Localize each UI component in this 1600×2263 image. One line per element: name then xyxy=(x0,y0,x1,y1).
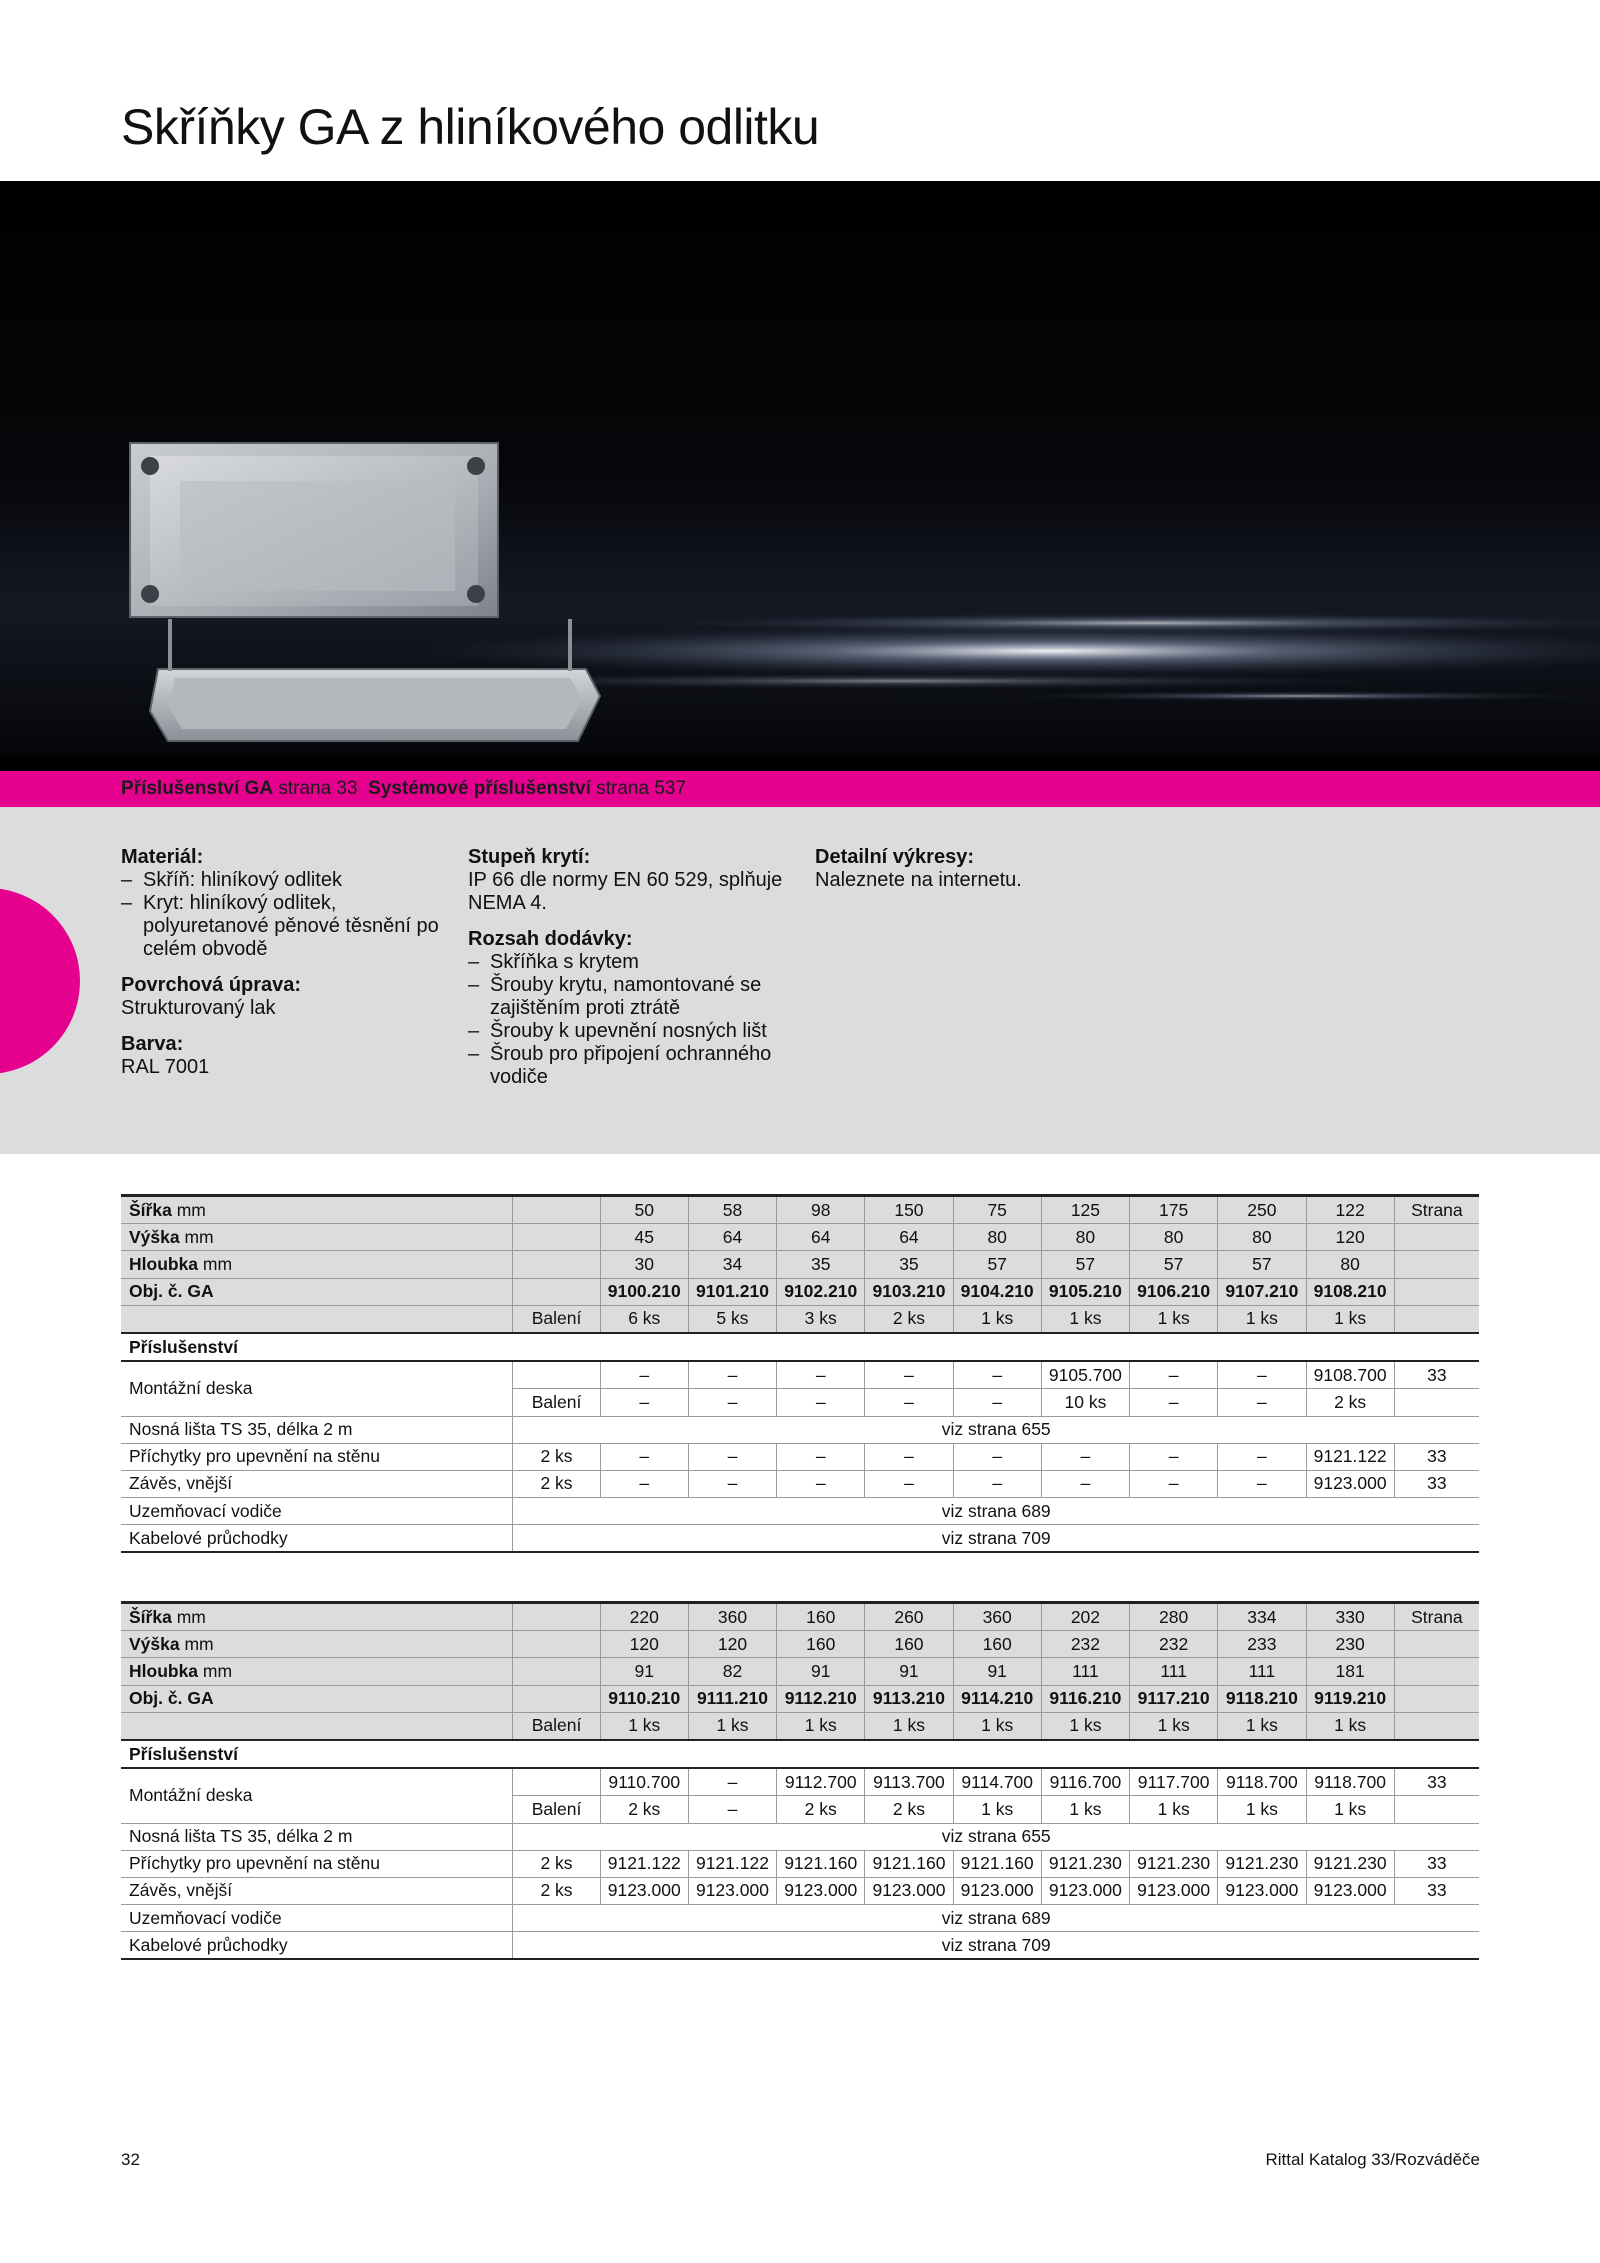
product-table-2 xyxy=(121,1601,1479,1960)
wall-bracket-label: Příchytky pro upevnění na stěnu xyxy=(121,1850,513,1877)
mount-plate-order: 9118.700 xyxy=(1306,1768,1394,1796)
accessory-ga-page: strana 33 xyxy=(278,778,358,799)
wall-bracket-order: – xyxy=(865,1443,953,1470)
material-heading: Materiál: xyxy=(121,846,204,868)
surface-heading: Povrchová úprava: xyxy=(121,974,302,996)
mount-plate-page: 33 xyxy=(1394,1768,1479,1796)
table-row xyxy=(121,1333,1479,1361)
product-table-1 xyxy=(121,1194,1479,1553)
order-number: 9112.210 xyxy=(777,1685,865,1712)
wall-bracket-qty: 2 ks xyxy=(513,1850,600,1877)
pack-value: 1 ks xyxy=(865,1712,953,1740)
hinge-order: 9123.000 xyxy=(1306,1470,1394,1497)
pack-value: 2 ks xyxy=(865,1305,953,1333)
mount-plate-pack: 10 ks xyxy=(1041,1389,1129,1416)
empty-cell xyxy=(513,1631,600,1658)
mount-plate-pack: – xyxy=(1130,1389,1218,1416)
mount-plate-order: – xyxy=(953,1361,1041,1389)
wall-bracket-order: 9121.230 xyxy=(1041,1850,1129,1877)
table-row xyxy=(121,1278,1479,1305)
scope-item: – Šrouby k upevnění nosných lišt xyxy=(468,1020,788,1043)
pack-value: 1 ks xyxy=(1306,1305,1394,1333)
empty-cell xyxy=(1394,1305,1479,1333)
wall-bracket-order: 9121.160 xyxy=(953,1850,1041,1877)
hinge-order: 9123.000 xyxy=(777,1877,865,1904)
accessories-heading: Příslušenství xyxy=(121,1333,1479,1361)
pack-label: Balení xyxy=(513,1305,600,1333)
order-number: 9119.210 xyxy=(1306,1685,1394,1712)
dimension-value: 111 xyxy=(1218,1658,1306,1685)
hinge-order: – xyxy=(1041,1470,1129,1497)
row-label xyxy=(121,1196,513,1224)
enclosure-illustration xyxy=(0,181,1600,771)
table-row xyxy=(121,1196,1479,1224)
order-number: 9117.210 xyxy=(1130,1685,1218,1712)
empty-cell xyxy=(513,1278,600,1305)
order-number: 9116.210 xyxy=(1041,1685,1129,1712)
dimension-value: 260 xyxy=(865,1603,953,1631)
mount-plate-order: – xyxy=(777,1361,865,1389)
accessories-heading: Příslušenství xyxy=(121,1740,1479,1768)
mount-plate-pack: – xyxy=(953,1389,1041,1416)
pack-value: 1 ks xyxy=(1218,1305,1306,1333)
earthing-reference: viz strana 689 xyxy=(513,1905,1479,1932)
order-number: 9102.210 xyxy=(777,1278,865,1305)
empty-cell xyxy=(513,1685,600,1712)
order-label: Obj. č. GA xyxy=(121,1685,513,1712)
wall-bracket-order: 9121.160 xyxy=(865,1850,953,1877)
dimension-value: 120 xyxy=(1306,1224,1394,1251)
wall-bracket-order: – xyxy=(1130,1443,1218,1470)
row-label-bold: Výška xyxy=(129,1226,180,1247)
dimension-value: 125 xyxy=(1041,1196,1129,1224)
mount-plate-pack: – xyxy=(865,1389,953,1416)
hinge-order: – xyxy=(777,1470,865,1497)
mount-plate-order: 9105.700 xyxy=(1041,1361,1129,1389)
mount-plate-order: – xyxy=(688,1361,776,1389)
empty-cell xyxy=(1394,1224,1479,1251)
empty-cell xyxy=(1394,1712,1479,1740)
row-label xyxy=(121,1658,513,1685)
wall-bracket-order: – xyxy=(600,1443,688,1470)
catalog-reference: Rittal Katalog 33/Rozváděče xyxy=(1265,2150,1480,2169)
dimension-value: 64 xyxy=(865,1224,953,1251)
mount-plate-order: – xyxy=(1130,1361,1218,1389)
earthing-label: Uzemňovací vodiče xyxy=(121,1498,513,1525)
pack-label: Balení xyxy=(513,1712,600,1740)
dimension-value: 160 xyxy=(777,1631,865,1658)
protection-value: IP 66 dle normy EN 60 529, splňuje NEMA 4. xyxy=(468,869,783,914)
dimension-value: 334 xyxy=(1218,1603,1306,1631)
dimension-value: 202 xyxy=(1041,1603,1129,1631)
drawings-column xyxy=(815,846,1135,892)
pack-value: 1 ks xyxy=(1041,1305,1129,1333)
dimension-value: 98 xyxy=(777,1196,865,1224)
hinge-order: – xyxy=(953,1470,1041,1497)
dimension-value: 250 xyxy=(1218,1196,1306,1224)
table-row xyxy=(121,1740,1479,1768)
order-number: 9103.210 xyxy=(865,1278,953,1305)
dimension-value: 58 xyxy=(688,1196,776,1224)
dimension-value: 80 xyxy=(1306,1251,1394,1278)
pack-value: 1 ks xyxy=(1130,1305,1218,1333)
unit-label: mm xyxy=(176,1199,206,1220)
mount-plate-order: – xyxy=(688,1768,776,1796)
dimension-value: 175 xyxy=(1130,1196,1218,1224)
table-row xyxy=(121,1685,1479,1712)
wall-bracket-page: 33 xyxy=(1394,1850,1479,1877)
mount-plate-order: 9118.700 xyxy=(1218,1768,1306,1796)
drawings-value: Naleznete na internetu. xyxy=(815,869,1022,891)
mount-plate-order: – xyxy=(865,1361,953,1389)
row-label xyxy=(121,1631,513,1658)
wall-bracket-order: 9121.230 xyxy=(1306,1850,1394,1877)
wall-bracket-label: Příchytky pro upevnění na stěnu xyxy=(121,1443,513,1470)
hinge-order: – xyxy=(1218,1470,1306,1497)
wall-bracket-order: – xyxy=(688,1443,776,1470)
page-number: 32 xyxy=(121,2150,140,2169)
mount-plate-pack: 2 ks xyxy=(865,1796,953,1823)
mount-plate-order: 9112.700 xyxy=(777,1768,865,1796)
dimension-value: 91 xyxy=(953,1658,1041,1685)
table-row xyxy=(121,1443,1479,1470)
mount-plate-pack: – xyxy=(1218,1389,1306,1416)
empty-cell xyxy=(513,1251,600,1278)
empty-cell xyxy=(1394,1658,1479,1685)
scope-heading: Rozsah dodávky: xyxy=(468,928,633,950)
dimension-value: 111 xyxy=(1130,1658,1218,1685)
pack-value: 5 ks xyxy=(688,1305,776,1333)
wall-bracket-order: – xyxy=(1041,1443,1129,1470)
order-number: 9113.210 xyxy=(865,1685,953,1712)
order-number: 9100.210 xyxy=(600,1278,688,1305)
protection-heading: Stupeň krytí: xyxy=(468,846,591,868)
wall-bracket-order: 9121.122 xyxy=(1306,1443,1394,1470)
pack-value: 1 ks xyxy=(1041,1712,1129,1740)
empty-cell xyxy=(513,1224,600,1251)
dimension-value: 91 xyxy=(865,1658,953,1685)
empty-cell xyxy=(513,1196,600,1224)
row-label xyxy=(121,1224,513,1251)
dimension-value: 160 xyxy=(953,1631,1041,1658)
order-number: 9114.210 xyxy=(953,1685,1041,1712)
dimension-value: 35 xyxy=(777,1251,865,1278)
table-row xyxy=(121,1305,1479,1333)
dimension-value: 160 xyxy=(777,1603,865,1631)
mount-plate-order: – xyxy=(600,1361,688,1389)
pack-value: 1 ks xyxy=(1218,1712,1306,1740)
wall-bracket-order: – xyxy=(953,1443,1041,1470)
order-number: 9107.210 xyxy=(1218,1278,1306,1305)
dimension-value: 230 xyxy=(1306,1631,1394,1658)
dimension-value: 160 xyxy=(865,1631,953,1658)
table-row xyxy=(121,1877,1479,1904)
mount-plate-page: 33 xyxy=(1394,1361,1479,1389)
hinge-order: 9123.000 xyxy=(1041,1877,1129,1904)
dimension-value: 120 xyxy=(688,1631,776,1658)
unit-label: mm xyxy=(184,1633,214,1654)
dimension-value: 75 xyxy=(953,1196,1041,1224)
page-column-header: Strana xyxy=(1394,1603,1479,1631)
table-row xyxy=(121,1525,1479,1553)
order-number: 9118.210 xyxy=(1218,1685,1306,1712)
dimension-value: 220 xyxy=(600,1603,688,1631)
empty-cell xyxy=(513,1768,600,1796)
mount-plate-order: 9113.700 xyxy=(865,1768,953,1796)
row-label-bold: Hloubka xyxy=(129,1660,199,1681)
hinge-order: – xyxy=(1130,1470,1218,1497)
empty-cell xyxy=(121,1305,513,1333)
hinge-qty: 2 ks xyxy=(513,1877,600,1904)
row-label-bold: Hloubka xyxy=(129,1253,199,1274)
empty-cell xyxy=(1394,1278,1479,1305)
pack-label: Balení xyxy=(513,1389,600,1416)
pack-value: 1 ks xyxy=(1306,1712,1394,1740)
dimension-value: 57 xyxy=(1041,1251,1129,1278)
unit-label: mm xyxy=(176,1606,206,1627)
dimension-value: 233 xyxy=(1218,1631,1306,1658)
empty-cell xyxy=(1394,1251,1479,1278)
dimension-value: 91 xyxy=(777,1658,865,1685)
mount-plate-pack: 2 ks xyxy=(1306,1389,1394,1416)
hinge-order: 9123.000 xyxy=(600,1877,688,1904)
order-number: 9110.210 xyxy=(600,1685,688,1712)
dimension-value: 45 xyxy=(600,1224,688,1251)
empty-cell xyxy=(513,1361,600,1389)
hinge-order: 9123.000 xyxy=(865,1877,953,1904)
dimension-value: 80 xyxy=(1130,1224,1218,1251)
table-row xyxy=(121,1768,1479,1796)
cable-glands-reference: viz strana 709 xyxy=(513,1932,1479,1960)
accessory-reference-bar xyxy=(0,771,1600,807)
table-row xyxy=(121,1416,1479,1443)
hinge-order: 9123.000 xyxy=(953,1877,1041,1904)
unit-label: mm xyxy=(184,1226,214,1247)
table-row xyxy=(121,1932,1479,1960)
earthing-reference: viz strana 689 xyxy=(513,1498,1479,1525)
mount-plate-order: 9117.700 xyxy=(1130,1768,1218,1796)
order-number: 9108.210 xyxy=(1306,1278,1394,1305)
pack-value: 1 ks xyxy=(600,1712,688,1740)
dimension-value: 150 xyxy=(865,1196,953,1224)
dimension-value: 120 xyxy=(600,1631,688,1658)
table-row xyxy=(121,1850,1479,1877)
dimension-value: 330 xyxy=(1306,1603,1394,1631)
mount-plate-pack: 1 ks xyxy=(1218,1796,1306,1823)
mount-plate-order: – xyxy=(1218,1361,1306,1389)
pack-value: 1 ks xyxy=(1130,1712,1218,1740)
color-heading: Barva: xyxy=(121,1033,184,1055)
page-title: Skříňky GA z hliníkového odlitku xyxy=(121,99,820,155)
pack-value: 1 ks xyxy=(953,1712,1041,1740)
dimension-value: 35 xyxy=(865,1251,953,1278)
surface-value: Strukturovaný lak xyxy=(121,997,276,1019)
empty-cell xyxy=(1394,1685,1479,1712)
empty-cell xyxy=(1394,1631,1479,1658)
row-label-bold: Výška xyxy=(129,1633,180,1654)
dimension-value: 80 xyxy=(953,1224,1041,1251)
row-label-bold: Šířka xyxy=(129,1606,172,1627)
dimension-value: 232 xyxy=(1130,1631,1218,1658)
row-label xyxy=(121,1251,513,1278)
wall-bracket-order: 9121.230 xyxy=(1218,1850,1306,1877)
table-row xyxy=(121,1251,1479,1278)
din-rail-label: Nosná lišta TS 35, délka 2 m xyxy=(121,1416,513,1443)
hinge-order: 9123.000 xyxy=(688,1877,776,1904)
wall-bracket-order: 9121.230 xyxy=(1130,1850,1218,1877)
empty-cell xyxy=(121,1712,513,1740)
cable-glands-reference: viz strana 709 xyxy=(513,1525,1479,1553)
table-row xyxy=(121,1603,1479,1631)
mount-plate-pack: 1 ks xyxy=(1306,1796,1394,1823)
accessory-ga-label: Příslušenství GA xyxy=(121,778,274,799)
order-number: 9106.210 xyxy=(1130,1278,1218,1305)
system-accessory-page: strana 537 xyxy=(596,778,687,799)
wall-bracket-qty: 2 ks xyxy=(513,1443,600,1470)
hinge-order: – xyxy=(865,1470,953,1497)
mount-plate-order: 9116.700 xyxy=(1041,1768,1129,1796)
hinge-label: Závěs, vnější xyxy=(121,1470,513,1497)
dimension-value: 80 xyxy=(1041,1224,1129,1251)
table-row xyxy=(121,1361,1479,1389)
wall-bracket-order: 9121.122 xyxy=(688,1850,776,1877)
system-accessory-label: Systémové příslušenství xyxy=(368,778,591,799)
dimension-value: 122 xyxy=(1306,1196,1394,1224)
dimension-value: 34 xyxy=(688,1251,776,1278)
scope-item: – Skříňka s krytem xyxy=(468,951,788,974)
pack-value: 1 ks xyxy=(953,1305,1041,1333)
table-row xyxy=(121,1658,1479,1685)
hinge-qty: 2 ks xyxy=(513,1470,600,1497)
empty-cell xyxy=(1394,1389,1479,1416)
table-row xyxy=(121,1224,1479,1251)
dimension-value: 111 xyxy=(1041,1658,1129,1685)
wall-bracket-page: 33 xyxy=(1394,1443,1479,1470)
dimension-value: 82 xyxy=(688,1658,776,1685)
table-row xyxy=(121,1712,1479,1740)
mount-plate-pack: 1 ks xyxy=(953,1796,1041,1823)
dimension-value: 91 xyxy=(600,1658,688,1685)
hero-image xyxy=(0,181,1600,771)
dimension-value: 232 xyxy=(1041,1631,1129,1658)
mount-plate-order: 9110.700 xyxy=(600,1768,688,1796)
dimension-value: 280 xyxy=(1130,1603,1218,1631)
wall-bracket-order: 9121.122 xyxy=(600,1850,688,1877)
mount-plate-pack: 2 ks xyxy=(777,1796,865,1823)
dimension-value: 360 xyxy=(953,1603,1041,1631)
hinge-order: 9123.000 xyxy=(1306,1877,1394,1904)
mount-plate-pack: – xyxy=(688,1389,776,1416)
color-value: RAL 7001 xyxy=(121,1056,210,1078)
table-row xyxy=(121,1823,1479,1850)
pack-label: Balení xyxy=(513,1796,600,1823)
hinge-page: 33 xyxy=(1394,1877,1479,1904)
din-rail-label: Nosná lišta TS 35, délka 2 m xyxy=(121,1823,513,1850)
table-row xyxy=(121,1905,1479,1932)
earthing-label: Uzemňovací vodiče xyxy=(121,1905,513,1932)
wall-bracket-order: – xyxy=(777,1443,865,1470)
pack-value: 3 ks xyxy=(777,1305,865,1333)
dimension-value: 80 xyxy=(1218,1224,1306,1251)
row-label-bold: Šířka xyxy=(129,1199,172,1220)
empty-cell xyxy=(1394,1796,1479,1823)
dimension-value: 30 xyxy=(600,1251,688,1278)
mount-plate-pack: – xyxy=(777,1389,865,1416)
unit-label: mm xyxy=(202,1253,233,1274)
pack-value: 1 ks xyxy=(688,1712,776,1740)
dimension-value: 57 xyxy=(1218,1251,1306,1278)
mount-plate-label: Montážní deska xyxy=(121,1361,513,1416)
scope-item: – Šroub pro připojení ochranného vodiče xyxy=(468,1043,788,1089)
hinge-order: 9123.000 xyxy=(1130,1877,1218,1904)
hinge-page: 33 xyxy=(1394,1470,1479,1497)
mount-plate-pack: – xyxy=(600,1389,688,1416)
pack-value: 6 ks xyxy=(600,1305,688,1333)
dimension-value: 360 xyxy=(688,1603,776,1631)
order-number: 9105.210 xyxy=(1041,1278,1129,1305)
mount-plate-pack: 1 ks xyxy=(1041,1796,1129,1823)
hinge-order: – xyxy=(600,1470,688,1497)
order-number: 9111.210 xyxy=(688,1685,776,1712)
dimension-value: 50 xyxy=(600,1196,688,1224)
scope-item: – Šrouby krytu, namontované se zajištěním proti ztrátě xyxy=(468,974,788,1020)
dimension-value: 57 xyxy=(1130,1251,1218,1278)
mount-plate-pack: 1 ks xyxy=(1130,1796,1218,1823)
dimension-value: 181 xyxy=(1306,1658,1394,1685)
table-row xyxy=(121,1631,1479,1658)
cable-glands-label: Kabelové průchodky xyxy=(121,1932,513,1960)
cable-glands-label: Kabelové průchodky xyxy=(121,1525,513,1553)
table-row xyxy=(121,1498,1479,1525)
material-column xyxy=(121,846,446,1079)
mount-plate-label: Montážní deska xyxy=(121,1768,513,1823)
hinge-order: 9123.000 xyxy=(1218,1877,1306,1904)
order-label: Obj. č. GA xyxy=(121,1278,513,1305)
drawings-heading: Detailní výkresy: xyxy=(815,846,974,868)
din-rail-reference: viz strana 655 xyxy=(513,1416,1479,1443)
empty-cell xyxy=(513,1603,600,1631)
mount-plate-pack: 2 ks xyxy=(600,1796,688,1823)
protection-column xyxy=(468,846,788,1089)
mount-plate-order: 9108.700 xyxy=(1306,1361,1394,1389)
order-number: 9101.210 xyxy=(688,1278,776,1305)
wall-bracket-order: – xyxy=(1218,1443,1306,1470)
material-item: – Kryt: hliníkový odlitek, polyuretanové pěnové těsnění po celém obvodě xyxy=(121,892,446,961)
page-column-header: Strana xyxy=(1394,1196,1479,1224)
dimension-value: 64 xyxy=(688,1224,776,1251)
mount-plate-order: 9114.700 xyxy=(953,1768,1041,1796)
dimension-value: 57 xyxy=(953,1251,1041,1278)
empty-cell xyxy=(513,1658,600,1685)
material-item: – Skříň: hliníkový odlitek xyxy=(121,869,446,892)
table-row xyxy=(121,1470,1479,1497)
dimension-value: 64 xyxy=(777,1224,865,1251)
hinge-label: Závěs, vnější xyxy=(121,1877,513,1904)
mount-plate-pack: – xyxy=(688,1796,776,1823)
row-label xyxy=(121,1603,513,1631)
pack-value: 1 ks xyxy=(777,1712,865,1740)
order-number: 9104.210 xyxy=(953,1278,1041,1305)
din-rail-reference: viz strana 655 xyxy=(513,1823,1479,1850)
wall-bracket-order: 9121.160 xyxy=(777,1850,865,1877)
unit-label: mm xyxy=(202,1660,233,1681)
hinge-order: – xyxy=(688,1470,776,1497)
